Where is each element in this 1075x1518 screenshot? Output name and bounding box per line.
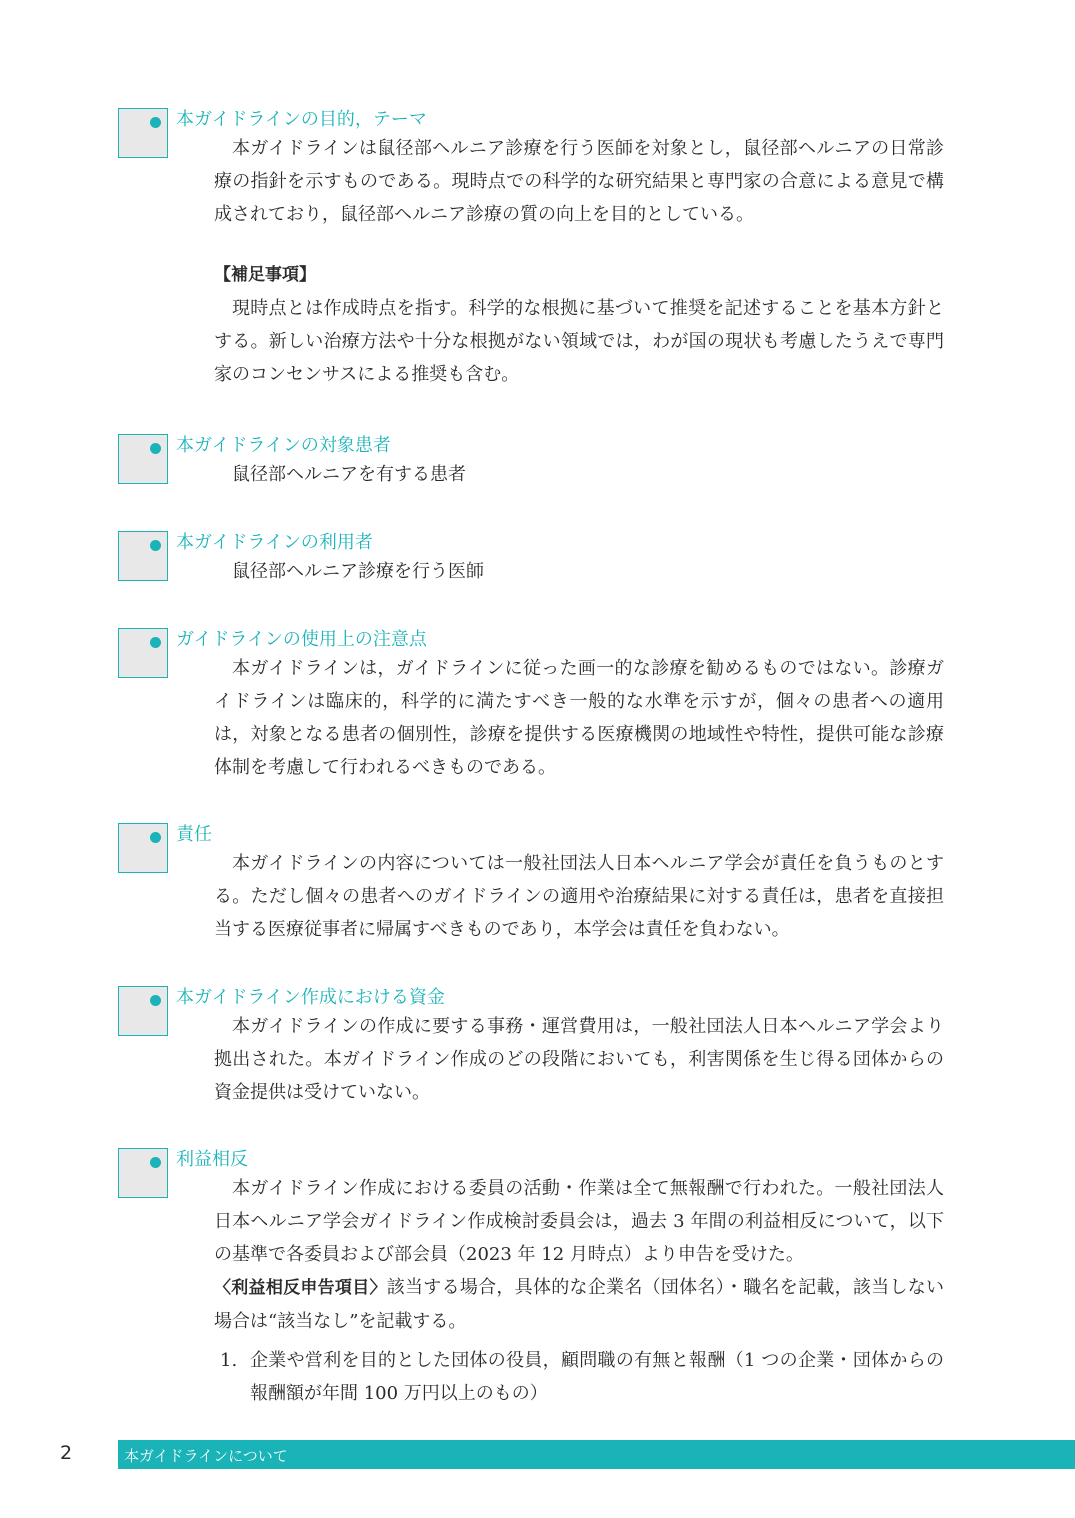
marker-dot-icon bbox=[150, 1157, 161, 1168]
paragraph: 本ガイドラインの作成に要する事務・運営費用は，一般社団法人日本ヘルニア学会より拠出された。本ガイドライン作成のどの段階においても，利害関係を生じ得る団体からの資金提供は受けていない。 bbox=[214, 1016, 944, 1103]
section-body bbox=[214, 847, 944, 946]
page-number: 2 bbox=[60, 1442, 73, 1464]
coi-text: 該当する場合，具体的な企業名（団体名）・職名を記載，該当しない場合は“該当なし”を記載する。 bbox=[214, 1277, 944, 1332]
coi-paragraph bbox=[214, 1271, 944, 1338]
marker-dot-icon bbox=[150, 443, 161, 454]
paragraph: 本ガイドラインは，ガイドラインに従った画一的な診療を勧めるものではない。診療ガイドラインは臨床的，科学的に満たすべき一般的な水準を示すが，個々の患者への適用は，対象となる患者の個別性，診療を提供する医療機関の地域性や特性，提供可能な診療体制を考慮して行われるべきものである。 bbox=[214, 658, 944, 778]
paragraph: 本ガイドラインの内容については一般社団法人日本ヘルニア学会が責任を負うものとする。ただし個々の患者へのガイドラインの適用や治療結果に対する責任は，患者を直接担当する医療従事者に帰属すべきものであり，本学会は責任を負わない。 bbox=[214, 853, 944, 940]
section-body bbox=[214, 555, 944, 588]
section-heading: 本ガイドラインの利用者 bbox=[176, 532, 373, 553]
section-heading: 責任 bbox=[176, 824, 212, 845]
marker-dot-icon bbox=[150, 117, 161, 128]
section-marker-icon bbox=[118, 531, 168, 581]
section-heading: 利益相反 bbox=[176, 1149, 248, 1170]
paragraph: 鼠径部ヘルニアを有する患者 bbox=[232, 464, 466, 485]
marker-dot-icon bbox=[150, 637, 161, 648]
paragraph: 本ガイドラインは鼠径部ヘルニア診療を行う医師を対象とし，鼠径部ヘルニアの日常診療の指針を示すものである。現時点での科学的な研究結果と専門家の合意による意見で構成されており，鼠径部ヘルニア診療の質の向上を目的としている。 bbox=[214, 138, 944, 225]
section-marker-icon bbox=[118, 628, 168, 678]
paragraph: 本ガイドライン作成における委員の活動・作業は全て無報酬で行われた。一般社団法人日本ヘルニア学会ガイドライン作成検討委員会は，過去 3 年間の利益相反について，以下の基準で各委員および部会員（2023 年 12 月時点）より申告を受けた。 bbox=[214, 1178, 944, 1265]
section-body bbox=[214, 652, 944, 784]
chapter-title: 本ガイドラインについて bbox=[124, 1447, 288, 1465]
chapter-footer-bar bbox=[118, 1440, 1075, 1469]
section-marker-icon bbox=[118, 108, 168, 158]
section-body bbox=[214, 1010, 944, 1109]
paragraph: 鼠径部ヘルニア診療を行う医師 bbox=[232, 561, 484, 582]
section-marker-icon bbox=[118, 1148, 168, 1198]
coi-label: 〈利益相反申告項目〉 bbox=[214, 1278, 387, 1298]
supplement-label: 【補足事項】 bbox=[214, 265, 316, 285]
section-body bbox=[214, 132, 944, 391]
list-item bbox=[214, 1344, 944, 1410]
supplement-paragraph: 現時点とは作成時点を指す。科学的な根拠に基づいて推奨を記述することを基本方針とする。新しい治療方法や十分な根拠がない領域では，わが国の現状も考慮したうえで専門家のコンセンサスによる推奨も含む。 bbox=[214, 298, 944, 385]
marker-dot-icon bbox=[150, 540, 161, 551]
list-item-number: 1. bbox=[220, 1350, 238, 1371]
section-heading: ガイドラインの使用上の注意点 bbox=[176, 629, 427, 650]
list-item-text: 企業や営利を目的とした団体の役員，顧問職の有無と報酬（1 つの企業・団体からの報酬額が年間 100 万円以上のもの） bbox=[250, 1350, 944, 1404]
section-heading: 本ガイドラインの目的，テーマ bbox=[176, 109, 427, 130]
section-heading: 本ガイドライン作成における資金 bbox=[176, 987, 445, 1008]
section-marker-icon bbox=[118, 823, 168, 873]
marker-dot-icon bbox=[150, 995, 161, 1006]
section-body bbox=[214, 458, 944, 491]
marker-dot-icon bbox=[150, 832, 161, 843]
section-body bbox=[214, 1172, 944, 1410]
section-marker-icon bbox=[118, 986, 168, 1036]
section-heading: 本ガイドラインの対象患者 bbox=[176, 435, 391, 456]
section-marker-icon bbox=[118, 434, 168, 484]
